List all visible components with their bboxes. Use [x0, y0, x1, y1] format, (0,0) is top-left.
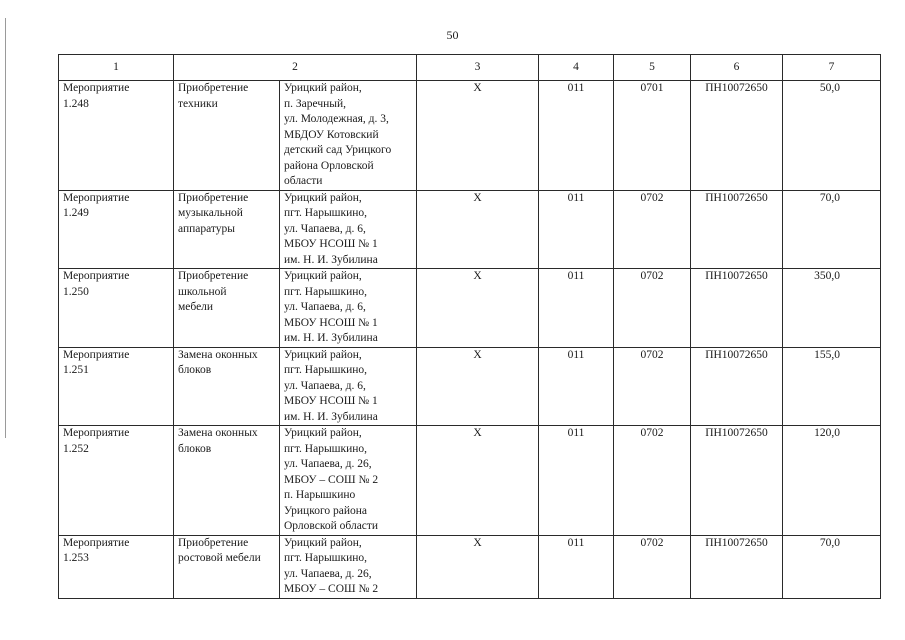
target-code-cell: ПН10072650	[691, 535, 783, 598]
section-code-cell: 0702	[614, 535, 691, 598]
name-cell: Приобретение школьной мебели	[174, 269, 280, 348]
target-code-cell: ПН10072650	[691, 347, 783, 426]
mark-cell: Х	[417, 81, 539, 191]
section-code-cell: 0702	[614, 347, 691, 426]
name-cell: Замена оконных блоков	[174, 347, 280, 426]
address-cell: Урицкий район, пгт. Нарышкино, ул. Чапаева, д. 6, МБОУ НСОШ № 1 им. Н. И. Зубилина	[280, 190, 417, 269]
scan-edge-line	[5, 18, 6, 438]
amount-cell: 155,0	[783, 347, 881, 426]
mark-cell: Х	[417, 347, 539, 426]
amount-cell: 350,0	[783, 269, 881, 348]
address-cell: Урицкий район, пгт. Нарышкино, ул. Чапаева, д. 26, МБОУ – СОШ № 2 п. Нарышкино Урицкого района Орловской области	[280, 426, 417, 536]
target-code-cell: ПН10072650	[691, 426, 783, 536]
table-row	[59, 190, 881, 269]
header-cell: 3	[417, 55, 539, 81]
ministry-code-cell: 011	[539, 190, 614, 269]
table-row	[59, 426, 881, 536]
address-cell: Урицкий район, пгт. Нарышкино, ул. Чапаева, д. 26, МБОУ – СОШ № 2	[280, 535, 417, 598]
header-cell: 7	[783, 55, 881, 81]
ministry-code-cell: 011	[539, 347, 614, 426]
header-cell: 1	[59, 55, 174, 81]
address-cell: Урицкий район, пгт. Нарышкино, ул. Чапаева, д. 6, МБОУ НСОШ № 1 им. Н. И. Зубилина	[280, 347, 417, 426]
address-cell: Урицкий район, пгт. Нарышкино, ул. Чапаева, д. 6, МБОУ НСОШ № 1 им. Н. И. Зубилина	[280, 269, 417, 348]
header-row	[59, 55, 881, 81]
section-code-cell: 0702	[614, 269, 691, 348]
budget-table	[58, 54, 881, 599]
amount-cell: 70,0	[783, 535, 881, 598]
event-cell: Мероприятие 1.251	[59, 347, 174, 426]
event-cell: Мероприятие 1.253	[59, 535, 174, 598]
section-code-cell: 0701	[614, 81, 691, 191]
event-cell: Мероприятие 1.252	[59, 426, 174, 536]
ministry-code-cell: 011	[539, 269, 614, 348]
name-cell: Приобретение техники	[174, 81, 280, 191]
section-code-cell: 0702	[614, 190, 691, 269]
table-row	[59, 347, 881, 426]
mark-cell: Х	[417, 269, 539, 348]
header-cell: 2	[174, 55, 417, 81]
target-code-cell: ПН10072650	[691, 81, 783, 191]
amount-cell: 50,0	[783, 81, 881, 191]
mark-cell: Х	[417, 190, 539, 269]
table-row	[59, 535, 881, 598]
table-row	[59, 81, 881, 191]
ministry-code-cell: 011	[539, 535, 614, 598]
target-code-cell: ПН10072650	[691, 269, 783, 348]
header-cell: 4	[539, 55, 614, 81]
ministry-code-cell: 011	[539, 426, 614, 536]
table-row	[59, 269, 881, 348]
address-cell: Урицкий район, п. Заречный, ул. Молодежная, д. 3, МБДОУ Котовский детский сад Урицкого района Орловской области	[280, 81, 417, 191]
name-cell: Приобретение музыкальной аппаратуры	[174, 190, 280, 269]
target-code-cell: ПН10072650	[691, 190, 783, 269]
name-cell: Приобретение ростовой мебели	[174, 535, 280, 598]
name-cell: Замена оконных блоков	[174, 426, 280, 536]
event-cell: Мероприятие 1.250	[59, 269, 174, 348]
amount-cell: 120,0	[783, 426, 881, 536]
event-cell: Мероприятие 1.249	[59, 190, 174, 269]
header-cell: 6	[691, 55, 783, 81]
amount-cell: 70,0	[783, 190, 881, 269]
page-number: 50	[446, 28, 459, 42]
mark-cell: Х	[417, 535, 539, 598]
ministry-code-cell: 011	[539, 81, 614, 191]
mark-cell: Х	[417, 426, 539, 536]
event-cell: Мероприятие 1.248	[59, 81, 174, 191]
section-code-cell: 0702	[614, 426, 691, 536]
header-cell: 5	[614, 55, 691, 81]
